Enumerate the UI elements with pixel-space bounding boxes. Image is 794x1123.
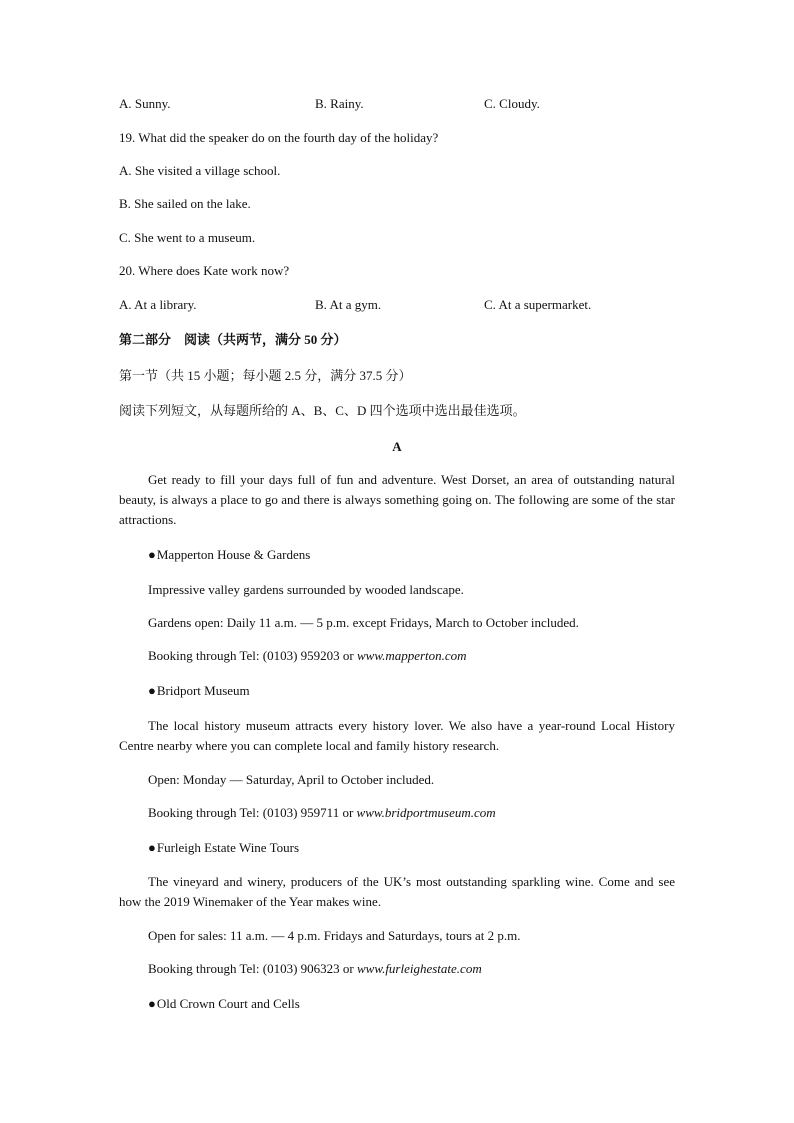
- attraction-booking: [148, 803, 496, 823]
- attraction-desc: The local history museum attracts every history lover. We also have a year-round Local History Centre nearby where you can complete local and family history research.: [119, 718, 675, 753]
- booking-text: Booking through Tel: (0103) 959203 or: [148, 648, 358, 663]
- attraction-hours: Open: Monday — Saturday, April to October included.: [148, 772, 435, 787]
- section1-heading: 第一节（共 15 小题；每小题 2.5 分，满分 37.5 分）: [119, 368, 412, 383]
- attraction-booking: [148, 646, 467, 666]
- q19-option-c: C. She went to a museum.: [119, 230, 256, 245]
- q19-option-b: B. She sailed on the lake.: [119, 196, 251, 211]
- bullet-icon: ●: [148, 840, 156, 855]
- q18-option-c: C. Cloudy.: [484, 96, 540, 111]
- attraction-title: [148, 838, 299, 858]
- attraction-name: Old Crown Court and Cells: [156, 996, 300, 1011]
- q20-option-a: A. At a library.: [119, 297, 197, 312]
- q20-option-c: C. At a supermarket.: [484, 297, 592, 312]
- q18-option-a: A. Sunny.: [119, 96, 171, 111]
- bullet-icon: ●: [148, 683, 156, 698]
- attraction-hours: Open for sales: 11 a.m. — 4 p.m. Fridays and Saturdays, tours at 2 p.m.: [148, 928, 521, 943]
- q19-question: 19. What did the speaker do on the fourth day of the holiday?: [119, 130, 439, 145]
- bullet-icon: ●: [148, 547, 156, 562]
- q19-option-a: A. She visited a village school.: [119, 163, 281, 178]
- attraction-name: Furleigh Estate Wine Tours: [156, 840, 300, 855]
- attraction-title: [148, 545, 310, 565]
- website-link[interactable]: www.bridportmuseum.com: [356, 805, 496, 820]
- website-link[interactable]: www.mapperton.com: [357, 648, 467, 663]
- q18-option-b: B. Rainy.: [315, 96, 364, 111]
- q20-question: 20. Where does Kate work now?: [119, 263, 290, 278]
- q20-option-b: B. At a gym.: [315, 297, 382, 312]
- booking-text: Booking through Tel: (0103) 959711 or: [148, 805, 357, 820]
- part2-heading: 第二部分 阅读（共两节，满分 50 分）: [119, 332, 347, 347]
- intro-paragraph: Get ready to fill your days full of fun and adventure. West Dorset, an area of outstanding natural beauty, is always a place to go and there is always something going on. The following are some of the star attractions.: [119, 472, 675, 527]
- website-link[interactable]: www.furleighestate.com: [357, 961, 482, 976]
- attraction-title: [148, 994, 300, 1014]
- attraction-booking: [148, 959, 482, 979]
- attraction-hours: Gardens open: Daily 11 a.m. — 5 p.m. except Fridays, March to October included.: [148, 615, 579, 630]
- attraction-title: [148, 681, 250, 701]
- booking-text: Booking through Tel: (0103) 906323 or: [148, 961, 358, 976]
- attraction-name: Mapperton House & Gardens: [156, 547, 311, 562]
- attraction-desc: The vineyard and winery, producers of the UK’s most outstanding sparkling wine. Come and see how the 2019 Winemaker of the Year makes wine.: [119, 874, 675, 909]
- passage-label: A: [392, 439, 402, 454]
- attraction-name: Bridport Museum: [156, 683, 250, 698]
- attraction-desc: Impressive valley gardens surrounded by wooded landscape.: [148, 582, 464, 597]
- bullet-icon: ●: [148, 996, 156, 1011]
- instructions: 阅读下列短文，从每题所给的 A、B、C、D 四个选项中选出最佳选项。: [119, 403, 526, 418]
